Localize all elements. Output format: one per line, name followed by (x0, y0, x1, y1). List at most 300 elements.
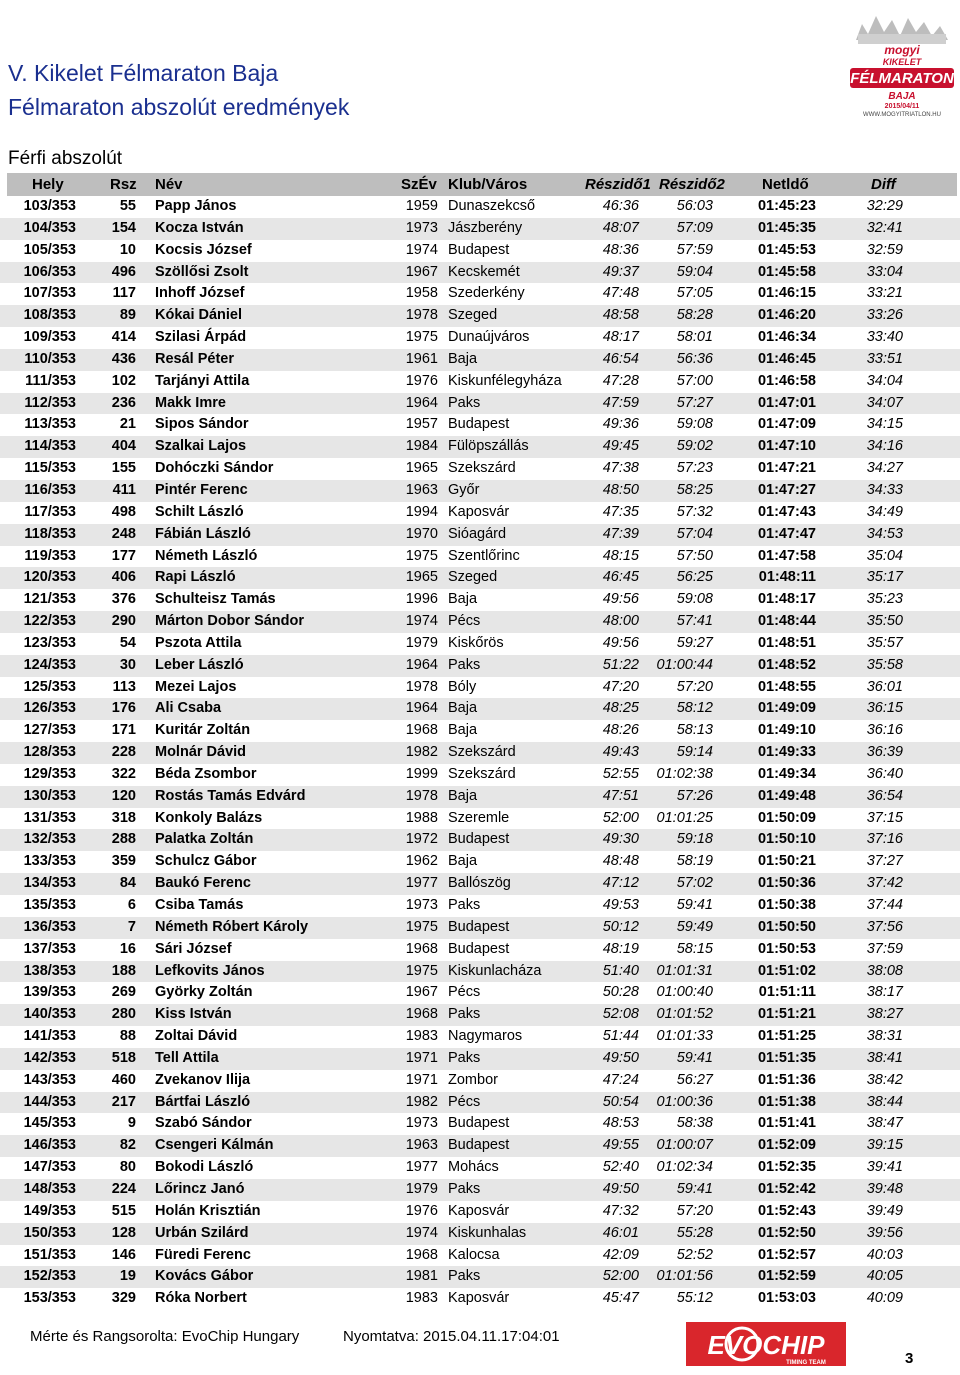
cell-place: 111/353 (25, 372, 76, 389)
cell-name: Róka Norbert (155, 1290, 247, 1307)
cell-name: Makk Imre (155, 394, 226, 411)
cell-diff: 35:50 (866, 613, 903, 630)
cell-net: 01:46:20 (757, 307, 816, 324)
cell-bib: 9 (127, 1115, 136, 1132)
cell-name: Tell Attila (155, 1049, 219, 1066)
cell-split1: 47:38 (602, 460, 639, 477)
cell-split2: 57:59 (676, 241, 713, 258)
cell-net: 01:46:58 (757, 372, 816, 389)
results-table (0, 196, 960, 1310)
cell-year: 1973 (405, 219, 438, 236)
cell-name: Rostás Tamás Edvárd (155, 787, 306, 804)
cell-split2: 59:41 (676, 1049, 713, 1066)
table-row (0, 1179, 960, 1201)
cell-club: Szeged (448, 307, 498, 324)
cell-place: 123/353 (23, 634, 76, 651)
cell-club: Ballószög (448, 875, 511, 892)
cell-club: Budapest (448, 241, 510, 258)
cell-club: Budapest (448, 1115, 510, 1132)
table-row (0, 480, 960, 502)
cell-split1: 48:00 (602, 613, 639, 630)
cell-name: Sipos Sándor (155, 416, 249, 433)
cell-name: Pintér Ferenc (155, 481, 248, 498)
cell-club: Szentlőrinc (448, 547, 520, 564)
cell-split1: 47:48 (602, 285, 639, 302)
table-row (0, 546, 960, 568)
cell-year: 1977 (405, 1159, 438, 1176)
cell-name: Csengeri Kálmán (155, 1137, 274, 1154)
cell-year: 1965 (405, 460, 438, 477)
cell-club: Paks (448, 897, 481, 913)
cell-net: 01:52:50 (757, 1224, 816, 1241)
cell-net: 01:46:15 (757, 285, 816, 302)
cell-split1: 52:00 (602, 809, 639, 826)
cell-year: 1981 (405, 1268, 438, 1285)
cell-split1: 47:51 (602, 787, 639, 804)
cell-place: 120/353 (23, 569, 76, 586)
cell-diff: 39:15 (866, 1137, 903, 1154)
cell-year: 1976 (405, 1202, 438, 1219)
cell-place: 113/353 (24, 416, 76, 433)
cell-split1: 49:56 (602, 591, 639, 608)
cell-net: 01:46:45 (757, 350, 816, 367)
cell-net: 01:51:21 (757, 1006, 816, 1023)
cell-diff: 37:15 (866, 809, 903, 826)
cell-diff: 37:56 (866, 918, 903, 935)
cell-net: 01:48:55 (757, 678, 816, 695)
cell-club: Fülöpszállás (448, 438, 529, 455)
cell-club: Dunaújváros (448, 329, 530, 346)
cell-place: 124/353 (23, 656, 76, 673)
cell-name: Tarjányi Attila (155, 372, 250, 389)
cell-year: 1968 (405, 1006, 438, 1023)
cell-name: Ali Csaba (155, 700, 222, 717)
cell-net: 01:45:35 (757, 219, 816, 236)
table-row (0, 786, 960, 808)
cell-club: Baja (448, 591, 478, 608)
cell-name: Zvekanov Ilija (155, 1071, 251, 1088)
cell-diff: 34:15 (866, 416, 903, 433)
table-row (0, 1288, 960, 1310)
cell-club: Kecskemét (448, 263, 520, 280)
cell-split2: 57:02 (676, 875, 713, 892)
cell-diff: 38:41 (866, 1049, 903, 1066)
table-row (0, 895, 960, 917)
cell-club: Pécs (448, 1093, 481, 1110)
cell-diff: 32:29 (866, 198, 903, 214)
table-row (0, 982, 960, 1004)
cell-diff: 35:58 (866, 656, 903, 673)
cell-club: Kiskunhalas (448, 1224, 527, 1241)
cell-split1: 48:50 (602, 481, 639, 498)
cell-place: 129/353 (23, 765, 76, 782)
cell-bib: 7 (127, 918, 136, 935)
cell-place: 127/353 (23, 722, 76, 739)
table-row (0, 873, 960, 895)
event-logo (848, 2, 956, 118)
cell-net: 01:51:38 (757, 1093, 816, 1110)
table-row (0, 458, 960, 480)
cell-name: Baukó Ferenc (155, 875, 251, 892)
cell-bib: 217 (111, 1093, 136, 1110)
cell-place: 110/353 (24, 350, 76, 367)
table-row (0, 1245, 960, 1267)
cell-net: 01:50:38 (757, 897, 816, 913)
cell-year: 1964 (405, 656, 438, 673)
table-row (0, 283, 960, 305)
cell-split1: 48:07 (602, 219, 639, 236)
table-row (0, 524, 960, 546)
cell-split2: 57:32 (676, 503, 713, 520)
cell-bib: 177 (111, 547, 136, 564)
cell-club: Kiskőrös (448, 634, 504, 651)
cell-place: 114/353 (24, 438, 76, 455)
cell-club: Győr (448, 481, 480, 498)
cell-diff: 34:53 (866, 525, 903, 542)
cell-split1: 48:15 (602, 547, 639, 564)
table-row (0, 1223, 960, 1245)
page-number: 3 (905, 1350, 914, 1367)
cell-bib: 113 (112, 678, 136, 695)
cell-net: 01:51:25 (757, 1028, 816, 1045)
cell-name: Lefkovits János (155, 962, 265, 979)
cell-net: 01:51:02 (757, 962, 816, 979)
cell-club: Szekszárd (448, 460, 516, 477)
cell-split2: 59:14 (676, 744, 713, 761)
cell-net: 01:51:41 (757, 1115, 816, 1132)
cell-name: Fábián László (155, 525, 251, 542)
cell-split1: 52:40 (602, 1159, 639, 1176)
cell-bib: 224 (111, 1180, 136, 1197)
cell-bib: 248 (111, 525, 136, 542)
cell-split2: 59:41 (676, 897, 713, 913)
cell-split2: 57:05 (676, 285, 713, 302)
cell-net: 01:52:57 (757, 1246, 816, 1263)
cell-net: 01:52:43 (757, 1202, 816, 1219)
cell-split1: 51:44 (602, 1028, 639, 1045)
cell-bib: 376 (111, 591, 136, 608)
cell-split2: 58:19 (676, 853, 713, 870)
cell-net: 01:45:58 (757, 263, 816, 280)
cell-diff: 36:39 (866, 744, 903, 761)
cell-split1: 47:59 (602, 394, 639, 411)
cell-name: Szöllősi Zsolt (155, 263, 249, 280)
cell-split1: 48:48 (602, 853, 639, 870)
cell-bib: 460 (111, 1071, 136, 1088)
cell-bib: 54 (119, 634, 136, 651)
table-row (0, 829, 960, 851)
cell-diff: 39:56 (866, 1224, 903, 1241)
cell-place: 145/353 (23, 1115, 76, 1132)
cell-split2: 01:01:56 (656, 1268, 713, 1285)
cell-year: 1974 (405, 613, 438, 630)
cell-place: 107/353 (23, 285, 76, 302)
cell-year: 1972 (405, 831, 438, 848)
cell-name: Molnár Dávid (155, 744, 247, 761)
cell-bib: 318 (111, 809, 136, 826)
cell-split2: 01:00:36 (656, 1093, 713, 1110)
cell-bib: 515 (111, 1202, 136, 1219)
cell-split1: 49:43 (602, 744, 639, 761)
cell-place: 104/353 (23, 219, 76, 236)
cell-place: 151/353 (23, 1246, 76, 1263)
cell-club: Mohács (448, 1159, 499, 1176)
cell-split1: 50:28 (602, 984, 639, 1001)
cell-club: Paks (448, 1180, 481, 1197)
cell-club: Paks (448, 656, 481, 673)
cell-club: Paks (448, 1268, 481, 1285)
cell-diff: 34:27 (866, 460, 903, 477)
cell-net: 01:50:53 (757, 940, 816, 957)
cell-club: Budapest (448, 918, 510, 935)
cell-name: Schulteisz Tamás (155, 591, 276, 608)
table-row (0, 1266, 960, 1288)
cell-name: Németh Róbert Károly (155, 918, 309, 935)
cell-name: Inhoff József (155, 285, 245, 302)
cell-club: Szekszárd (448, 765, 516, 782)
cell-year: 1958 (405, 285, 438, 302)
cell-split2: 57:20 (676, 1202, 713, 1219)
cell-split2: 57:09 (676, 219, 713, 236)
cell-club: Kiskunfélegyháza (448, 372, 562, 389)
cell-net: 01:50:09 (757, 809, 816, 826)
table-row (0, 851, 960, 873)
cell-place: 137/353 (23, 940, 76, 957)
cell-club: Pécs (448, 984, 481, 1001)
cell-split2: 59:49 (676, 918, 713, 935)
cell-year: 1983 (405, 1290, 438, 1307)
cell-diff: 35:23 (866, 591, 903, 608)
cell-year: 1994 (405, 503, 438, 520)
cell-split2: 58:13 (676, 722, 713, 739)
cell-net: 01:49:10 (757, 722, 816, 739)
cell-year: 1961 (405, 350, 438, 367)
cell-bib: 146 (111, 1246, 136, 1263)
cell-year: 1973 (405, 897, 438, 913)
table-row (0, 567, 960, 589)
evochip-logo (686, 1318, 846, 1370)
cell-split2: 59:18 (676, 831, 713, 848)
cell-split2: 58:25 (676, 481, 713, 498)
cell-split2: 56:25 (676, 569, 713, 586)
col-year: SzÉv (401, 176, 437, 193)
cell-club: Baja (448, 787, 478, 804)
cell-name: Rapi László (155, 569, 236, 586)
cell-split2: 56:27 (676, 1071, 713, 1088)
cell-split2: 58:15 (676, 940, 713, 957)
cell-net: 01:50:21 (757, 853, 816, 870)
cell-bib: 128 (111, 1224, 136, 1241)
cell-diff: 37:27 (866, 853, 903, 870)
cell-split1: 49:56 (602, 634, 639, 651)
cell-net: 01:52:09 (757, 1137, 816, 1154)
cell-split1: 49:53 (602, 897, 639, 913)
cell-bib: 228 (111, 744, 136, 761)
cell-split1: 48:58 (602, 307, 639, 324)
cell-net: 01:51:36 (757, 1071, 816, 1088)
cell-split2: 01:00:07 (656, 1137, 713, 1154)
col-name: Név (155, 176, 183, 193)
cell-split1: 47:24 (602, 1071, 639, 1088)
cell-place: 125/353 (23, 678, 76, 695)
table-row (0, 917, 960, 939)
cell-bib: 414 (111, 329, 136, 346)
cell-name: Dohóczki Sándor (155, 460, 274, 477)
cell-diff: 39:41 (866, 1159, 903, 1176)
cell-name: Schulcz Gábor (155, 853, 257, 870)
cell-place: 117/353 (24, 503, 76, 520)
cell-bib: 288 (111, 831, 136, 848)
cell-place: 106/353 (23, 263, 76, 280)
cell-net: 01:47:47 (757, 525, 816, 542)
cell-club: Baja (448, 700, 478, 717)
cell-bib: 290 (111, 613, 136, 630)
cell-year: 1957 (405, 416, 438, 433)
cell-place: 119/353 (24, 547, 76, 564)
cell-year: 1979 (405, 634, 438, 651)
cell-split2: 55:12 (676, 1290, 713, 1307)
cell-place: 142/353 (23, 1049, 76, 1066)
page-subtitle: Félmaraton abszolút eredmények (8, 94, 350, 120)
col-place: Hely (32, 176, 64, 193)
cell-split2: 01:00:44 (656, 656, 713, 673)
cell-diff: 32:41 (866, 219, 903, 236)
table-row (0, 502, 960, 524)
cell-name: Kocsis József (155, 241, 252, 258)
cell-split2: 58:28 (676, 307, 713, 324)
logo-kikelet: KIKELET (882, 57, 922, 67)
col-club: Klub/Város (448, 176, 528, 193)
table-row (0, 1026, 960, 1048)
cell-name: Konkoly Balázs (155, 809, 263, 826)
cell-net: 01:52:42 (757, 1180, 816, 1197)
cell-place: 105/353 (23, 241, 76, 258)
cell-year: 1975 (405, 547, 438, 564)
cell-bib: 30 (119, 656, 136, 673)
cell-name: Urbán Szilárd (155, 1224, 249, 1241)
cell-split1: 52:55 (602, 765, 639, 782)
cell-split2: 57:20 (676, 678, 713, 695)
cell-club: Baja (448, 350, 478, 367)
cell-place: 121/353 (23, 591, 76, 608)
cell-bib: 188 (111, 962, 136, 979)
cell-year: 1974 (405, 1224, 438, 1241)
cell-place: 133/353 (23, 853, 76, 870)
cell-split2: 59:08 (676, 591, 713, 608)
table-row (0, 1135, 960, 1157)
cell-split2: 01:01:52 (656, 1006, 713, 1023)
cell-bib: 269 (111, 984, 136, 1001)
cell-place: 109/353 (23, 329, 76, 346)
cell-club: Baja (448, 853, 478, 870)
cell-name: Bokodi László (155, 1159, 254, 1176)
cell-year: 1996 (405, 591, 438, 608)
cell-diff: 34:16 (866, 438, 903, 455)
cell-club: Kaposvár (448, 503, 510, 520)
table-row (0, 633, 960, 655)
cell-net: 01:49:34 (757, 765, 816, 782)
cell-diff: 38:27 (866, 1006, 903, 1023)
cell-split2: 01:01:31 (656, 962, 713, 979)
cell-club: Baja (448, 722, 478, 739)
cell-diff: 33:21 (866, 285, 903, 302)
cell-year: 1963 (405, 1137, 438, 1154)
cell-diff: 37:44 (866, 897, 903, 913)
cell-split2: 56:36 (676, 350, 713, 367)
cell-split1: 48:36 (602, 241, 639, 258)
cell-split2: 57:00 (676, 372, 713, 389)
cell-club: Kaposvár (448, 1290, 510, 1307)
cell-name: Györky Zoltán (155, 984, 253, 1001)
cell-net: 01:48:51 (757, 634, 816, 651)
cell-name: Sári József (155, 940, 232, 957)
cell-club: Budapest (448, 831, 510, 848)
logo-felmaraton: FÉLMARATON (850, 70, 954, 87)
cell-place: 135/353 (23, 897, 76, 913)
cell-split2: 57:23 (676, 460, 713, 477)
col-split1: Részidő1 (585, 176, 651, 193)
cell-bib: 518 (111, 1049, 136, 1066)
cell-bib: 436 (111, 350, 136, 367)
cell-net: 01:51:35 (757, 1049, 816, 1066)
cell-split1: 47:39 (602, 525, 639, 542)
table-row (0, 349, 960, 371)
cell-bib: 117 (112, 285, 136, 302)
cell-net: 01:51:11 (758, 984, 816, 1001)
cell-club: Jászberény (448, 219, 523, 236)
cell-split1: 48:25 (602, 700, 639, 717)
cell-split1: 47:32 (602, 1202, 639, 1219)
cell-split2: 58:38 (676, 1115, 713, 1132)
cell-net: 01:48:17 (757, 591, 816, 608)
cell-place: 128/353 (23, 744, 76, 761)
cell-split1: 49:50 (602, 1180, 639, 1197)
table-header (7, 173, 957, 196)
cell-year: 1959 (405, 198, 438, 214)
logo-mogyi: mogyi (884, 43, 920, 57)
cell-name: Lőrincz Janó (155, 1180, 245, 1197)
cell-name: Schilt László (155, 503, 244, 520)
table-row (0, 961, 960, 983)
cell-split1: 46:36 (602, 198, 639, 214)
cell-bib: 21 (119, 416, 136, 433)
cell-year: 1968 (405, 722, 438, 739)
evochip-brand: EVOCHIP (707, 1330, 825, 1360)
table-row (0, 414, 960, 436)
cell-split1: 45:47 (602, 1290, 639, 1307)
cell-diff: 34:49 (866, 503, 903, 520)
cell-net: 01:46:34 (757, 329, 816, 346)
cell-bib: 329 (111, 1290, 136, 1307)
cell-split1: 47:20 (602, 678, 639, 695)
cell-name: Szalkai Lajos (155, 438, 247, 455)
cell-split2: 59:04 (676, 263, 713, 280)
cell-club: Zombor (448, 1071, 498, 1088)
cell-place: 138/353 (23, 962, 76, 979)
cell-split2: 01:00:40 (656, 984, 713, 1001)
cell-net: 01:50:50 (757, 918, 816, 935)
cell-net: 01:47:43 (757, 503, 816, 520)
cell-year: 1968 (405, 1246, 438, 1263)
cell-name: Zoltai Dávid (155, 1028, 238, 1045)
cell-name: Szabó Sándor (155, 1115, 252, 1132)
cell-split1: 49:36 (602, 416, 639, 433)
cell-diff: 34:07 (866, 394, 903, 411)
cell-split2: 58:01 (676, 329, 713, 346)
cell-diff: 37:42 (866, 875, 903, 892)
cell-place: 103/353 (23, 198, 76, 214)
cell-net: 01:47:58 (757, 547, 816, 564)
